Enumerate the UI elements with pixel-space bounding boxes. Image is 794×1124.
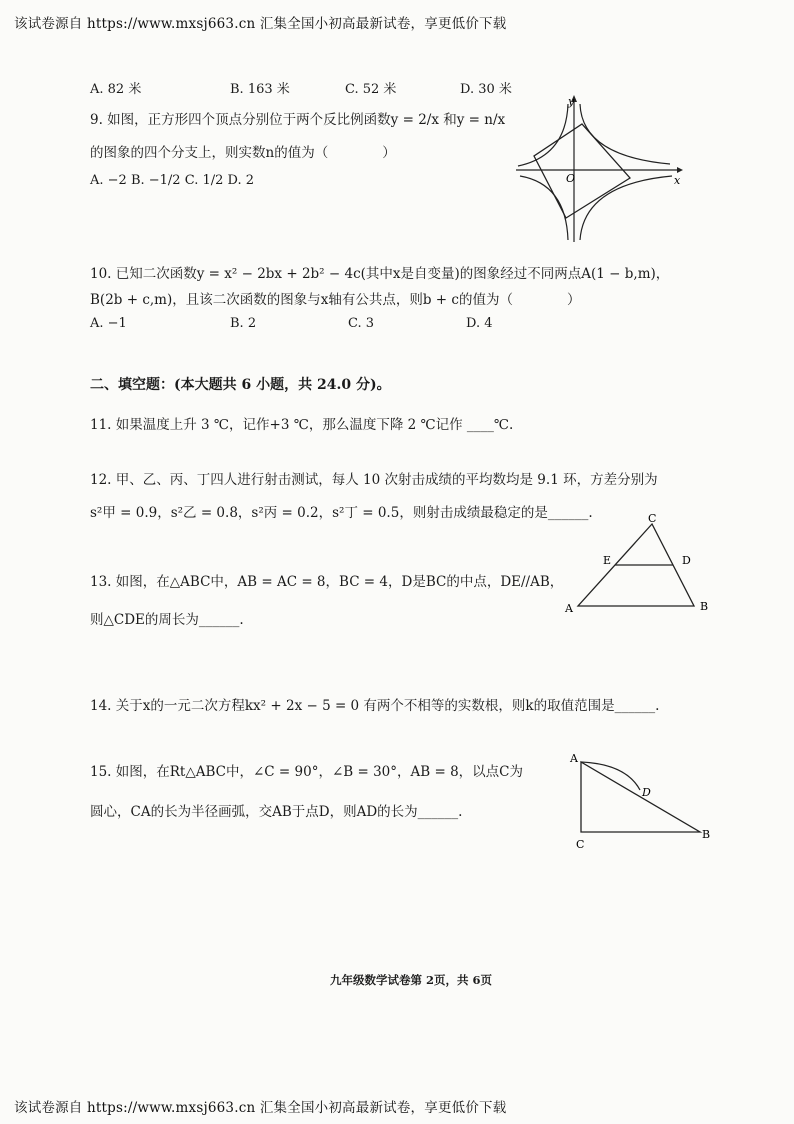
q15-label-a: A bbox=[570, 752, 578, 765]
q13-label-d: D bbox=[682, 554, 691, 567]
q10-line2: B(2b + c,m)，且该二次函数的图象与x轴有公共点，则b + c的值为（ ） bbox=[90, 292, 581, 308]
q13-triangle-figure bbox=[560, 510, 720, 620]
q9-y-label: y bbox=[568, 95, 575, 108]
q8-option-a: A. 82 米 bbox=[90, 82, 142, 97]
q15-label-d: D bbox=[642, 786, 651, 799]
bottom-banner: 该试卷源自 https://www.mxsj663.cn 汇集全国小初高最新试卷，享更低价下载 bbox=[14, 1100, 507, 1116]
q12-line1: 12. 甲、乙、丙、丁四人进行射击测试，每人 10 次射击成绩的平均数均是 9.1 环，方差分别为 bbox=[90, 472, 658, 488]
q15-triangle-figure bbox=[566, 750, 726, 852]
q10-option-d: D. 4 bbox=[466, 316, 493, 331]
q13-label-a: A bbox=[565, 602, 573, 615]
q9-branch-q1 bbox=[580, 104, 670, 164]
q13-line1: 13. 如图，在△ABC中，AB = AC = 8，BC = 4，D是BC的中点，DE//AB， bbox=[90, 574, 564, 590]
q10-option-b: B. 2 bbox=[230, 316, 257, 331]
q13-line2: 则△CDE的周长为______. bbox=[90, 612, 244, 628]
q9-hyperbola-figure bbox=[512, 94, 684, 244]
q9-square bbox=[534, 124, 630, 218]
q9-origin-label: O bbox=[566, 172, 576, 185]
q9-line1: 9. 如图，正方形四个顶点分别位于两个反比例函数y = 2/x 和y = n/x bbox=[90, 112, 506, 128]
q14-text: 14. 关于x的一元二次方程kx² + 2x − 5 = 0 有两个不相等的实数根，则k的取值范围是______. bbox=[90, 698, 660, 714]
q15-label-c: C bbox=[576, 838, 585, 851]
q12-line2: s²甲 = 0.9，s²乙 = 0.8，s²丙 = 0.2，s²丁 = 0.5，则射击成绩最稳定的是______. bbox=[90, 505, 593, 521]
q15-label-b: B bbox=[702, 828, 711, 841]
q13-label-e: E bbox=[603, 554, 612, 567]
q15-triangle-acb bbox=[581, 762, 700, 832]
q8-option-d: D. 30 米 bbox=[460, 82, 512, 97]
q9-branch-q2 bbox=[518, 104, 568, 166]
q15-line2: 圆心，CA的长为半径画弧，交AB于点D，则AD的长为______. bbox=[90, 804, 463, 820]
q10-option-c: C. 3 bbox=[348, 316, 375, 331]
q13-label-b: B bbox=[700, 600, 709, 613]
q15-line1: 15. 如图，在Rt△ABC中，∠C = 90°，∠B = 30°，AB = 8，以点C为 bbox=[90, 764, 523, 780]
q9-x-label: x bbox=[674, 174, 681, 187]
q13-label-c: C bbox=[648, 512, 657, 525]
q8-option-b: B. 163 米 bbox=[230, 82, 290, 97]
q9-branch-q4 bbox=[580, 176, 672, 240]
q15-arc-ad bbox=[581, 762, 640, 790]
q9-options: A. −2 B. −1/2 C. 1/2 D. 2 bbox=[90, 173, 255, 188]
page-footer: 九年级数学试卷第 2页，共 6页 bbox=[330, 973, 493, 987]
q10-line1: 10. 已知二次函数y = x² − 2bx + 2b² − 4c(其中x是自变量)的图象经过不同两点A(1 − b,m)， bbox=[90, 266, 670, 282]
q8-option-c: C. 52 米 bbox=[345, 82, 397, 97]
q10-option-a: A. −1 bbox=[90, 316, 127, 331]
q9-line2: 的图象的四个分支上，则实数n的值为（ ） bbox=[90, 145, 396, 161]
top-banner: 该试卷源自 https://www.mxsj663.cn 汇集全国小初高最新试卷，享更低价下载 bbox=[14, 16, 507, 32]
section2-title: 二、填空题：(本大题共 6 小题，共 24.0 分)。 bbox=[90, 377, 391, 393]
q11-text: 11. 如果温度上升 3 ℃，记作+3 ℃，那么温度下降 2 ℃记作 ____℃. bbox=[90, 417, 514, 433]
